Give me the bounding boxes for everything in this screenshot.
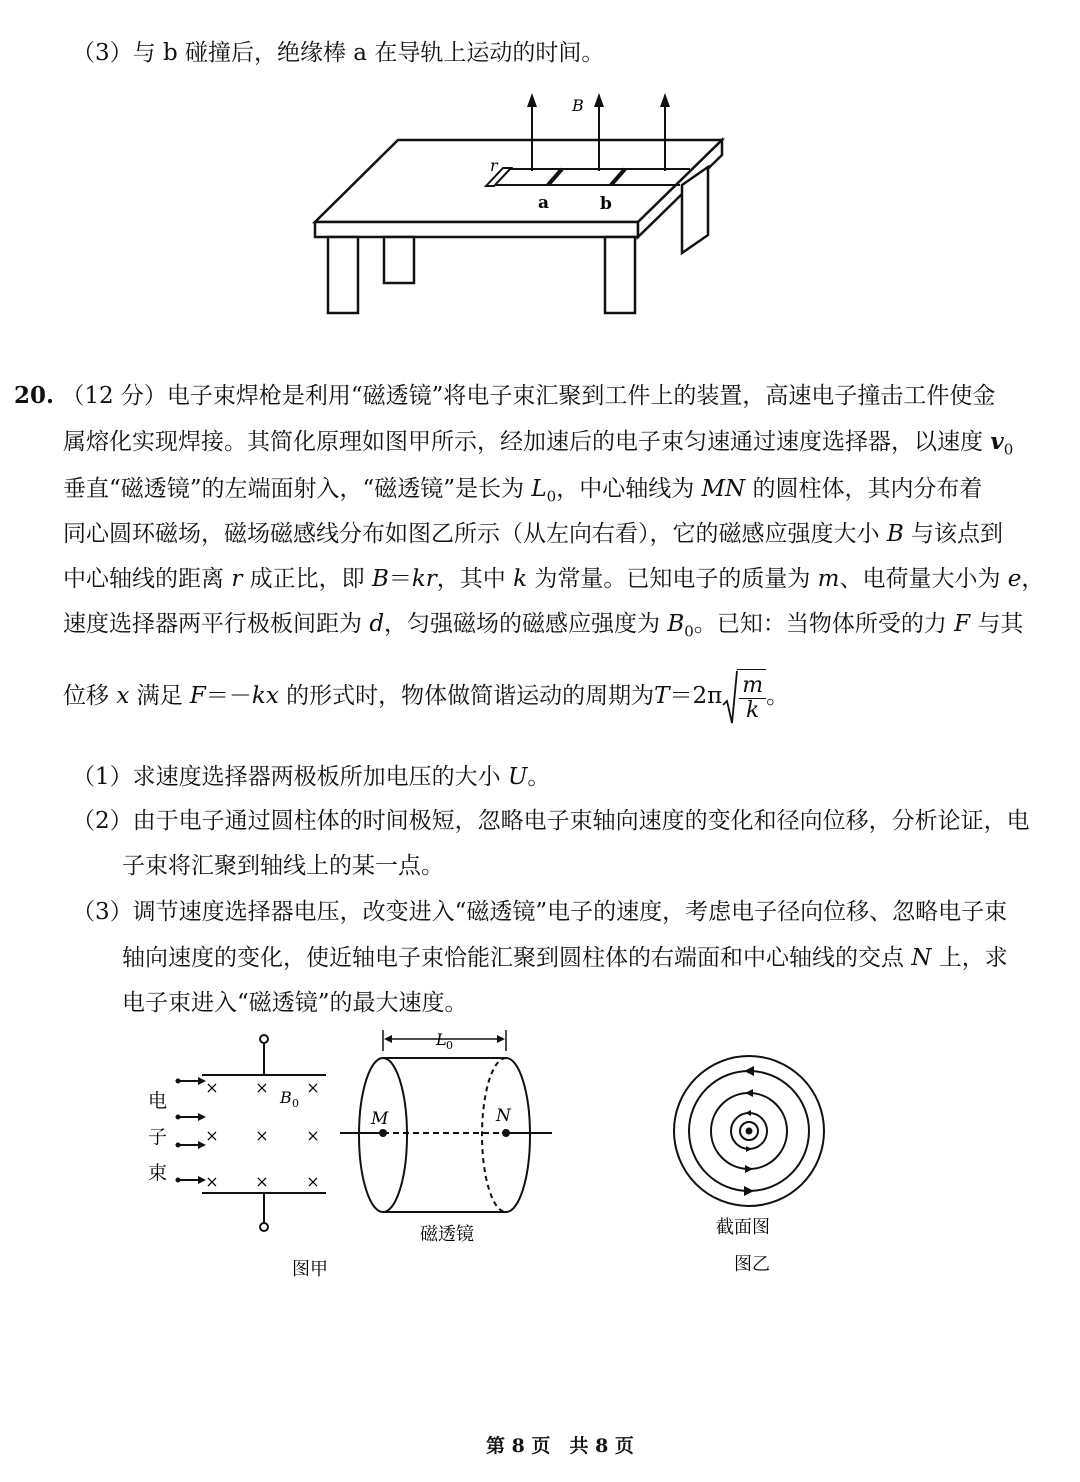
q20-l1: 电子束焊枪是利用“磁透镜”将电子束汇聚到工件上的装置，高速电子撞击工件使金 [166,383,996,409]
q20-l2a: 属熔化实现焊接。其简化原理如图甲所示，经加速后的电子束匀速通过速度选择器，以速度 [63,429,991,455]
p1-text: 求速度选择器两极板所加电压的大小 [132,764,508,790]
q20-part3c [122,988,468,1018]
label-L0: L [436,1030,447,1049]
p3-text: 调节速度选择器电压，改变进入“磁透镜”电子的速度，考虑电子径向位移、忽略电子束 [132,899,1008,925]
var-v0-sub: 0 [1003,440,1014,459]
beam-label-1: 电 [148,1090,168,1112]
p3-num: （3） [72,899,133,925]
q20-part3b [122,943,1008,973]
fig-yi-caption: 图乙 [734,1254,770,1275]
frac-den: k [745,698,760,724]
var-m: m [817,566,840,592]
label-M: M [371,1109,389,1129]
label-r: r [490,156,498,175]
cross: × [255,1172,269,1191]
q20-line1 [14,381,995,411]
q20-line5 [63,564,1044,594]
var-B0: B [667,611,685,637]
q20-l5b: 成正比，即 [242,566,372,592]
q20-part1 [72,762,550,792]
var-x: x [116,683,130,709]
q20-l5a: 中心轴线的距离 [63,566,232,592]
q19-part3 [72,38,604,68]
cross: × [306,1126,320,1145]
var-k: k [513,566,528,592]
cross: × [205,1126,219,1145]
eq-F: F [189,683,206,709]
p2-text: 由于电子通过圆柱体的时间极短，忽略电子束轴向速度的变化和径向位移，分析论证，电 [132,808,1030,834]
eq-kx: kx [251,683,279,709]
q20-l6a: 速度选择器两平行极板间距为 [63,611,370,637]
var-r: r [231,566,243,592]
q20-number: 20. [14,382,55,409]
var-MN: MN [701,476,746,502]
label-a: a [538,193,550,213]
p3-text3: 电子束进入“磁透镜”的最大速度。 [122,990,468,1016]
q19-part3-text: 与 b 碰撞后，绝缘棒 a 在导轨上运动的时间。 [132,40,605,66]
q20-line3 [63,474,983,512]
cross: × [205,1172,219,1191]
var-L0: L [531,476,547,502]
label-N: N [496,1106,511,1126]
beam-label-3: 束 [148,1162,168,1184]
q20-l7a: 位移 [63,683,117,709]
q19-part3-num: （3） [72,40,133,66]
label-B0: B [280,1088,292,1107]
q20-line2 [63,427,1013,465]
q20-l7c: 的形式时，物体做简谐运动的周期为 [278,683,655,709]
var-B: B [886,521,904,547]
var-e: e [1007,566,1022,592]
sqrt-m-over-k [722,668,766,726]
page-footer: 第 8 页 共 8 页 [486,1435,634,1457]
q20-l5c: ，其中 [436,566,514,592]
cross: × [255,1126,269,1145]
p2-num: （2） [72,808,133,834]
section-caption: 截面图 [716,1217,770,1238]
bottom-figures [140,1025,860,1285]
p1-end: 。 [527,764,551,790]
var-U: U [507,764,528,790]
cross: × [306,1172,320,1191]
cross: × [205,1078,219,1097]
eq-kr: kr [411,566,437,592]
eq-T: T [654,683,670,709]
p2-text2: 子束将汇聚到轴线上的某一点。 [122,853,444,879]
var-F: F [954,611,971,637]
label-B0-sub: 0 [292,1097,299,1110]
q20-l7b: 满足 [129,683,190,709]
p3-text2: 轴向速度的变化，使近轴电子束恰能汇聚到圆柱体的右端面和中心轴线的交点 [122,945,912,971]
q20-part2a [72,806,1030,836]
q20-l7end: 。 [766,683,790,709]
q20-line4 [63,519,1003,549]
q20-score: （12 分） [61,383,167,409]
frac-num: m [739,674,766,699]
label-L0-sub: 0 [446,1039,453,1052]
eq-equals: ＝ [388,566,412,592]
q20-l4a: 同心圆环磁场，磁场磁感线分布如图乙所示（从左向右看），它的磁感应强度大小 [63,521,887,547]
var-v0: v [990,428,1004,455]
eq-minus: ＝－ [205,683,252,709]
label-B: B [572,96,584,115]
var-N: N [911,945,932,971]
q20-line7 [63,668,789,726]
q20-l5e: 、电荷量大小为 [839,566,1008,592]
q20-l4b: 与该点到 [903,521,1004,547]
cross: × [306,1078,320,1097]
q20-l6c: 。已知：当物体所受的力 [693,611,955,637]
cross: × [255,1078,269,1097]
eq-B: B [371,566,389,592]
table-rails-figure [300,85,740,320]
q20-l6b: ，匀强磁场的磁感应强度为 [384,611,668,637]
q20-part2b [122,851,444,881]
lens-caption: 磁透镜 [420,1224,474,1245]
fig-jia-caption: 图甲 [292,1259,328,1280]
q20-l5d: 为常量。已知电子的质量为 [527,566,818,592]
q20-l3b: ，中心轴线为 [556,476,702,502]
q20-l5f: ， [1021,566,1045,592]
p3-text2b: 上，求 [931,945,1008,971]
q20-l3c: 的圆柱体，其内分布着 [745,476,983,502]
q20-line6 [63,609,1023,647]
beam-label-2: 子 [148,1126,168,1148]
var-B0-sub: 0 [684,622,694,641]
q20-l3a: 垂直“磁透镜”的左端面射入，“磁透镜”是长为 [63,476,532,502]
p1-num: （1） [72,764,133,790]
var-d: d [369,611,385,637]
var-L0-sub: 0 [546,487,557,506]
q20-part3a [72,897,1007,927]
label-b: b [600,194,612,214]
q20-l6d2: 与其 [970,611,1024,637]
eq-2pi: ＝2π [669,683,723,709]
